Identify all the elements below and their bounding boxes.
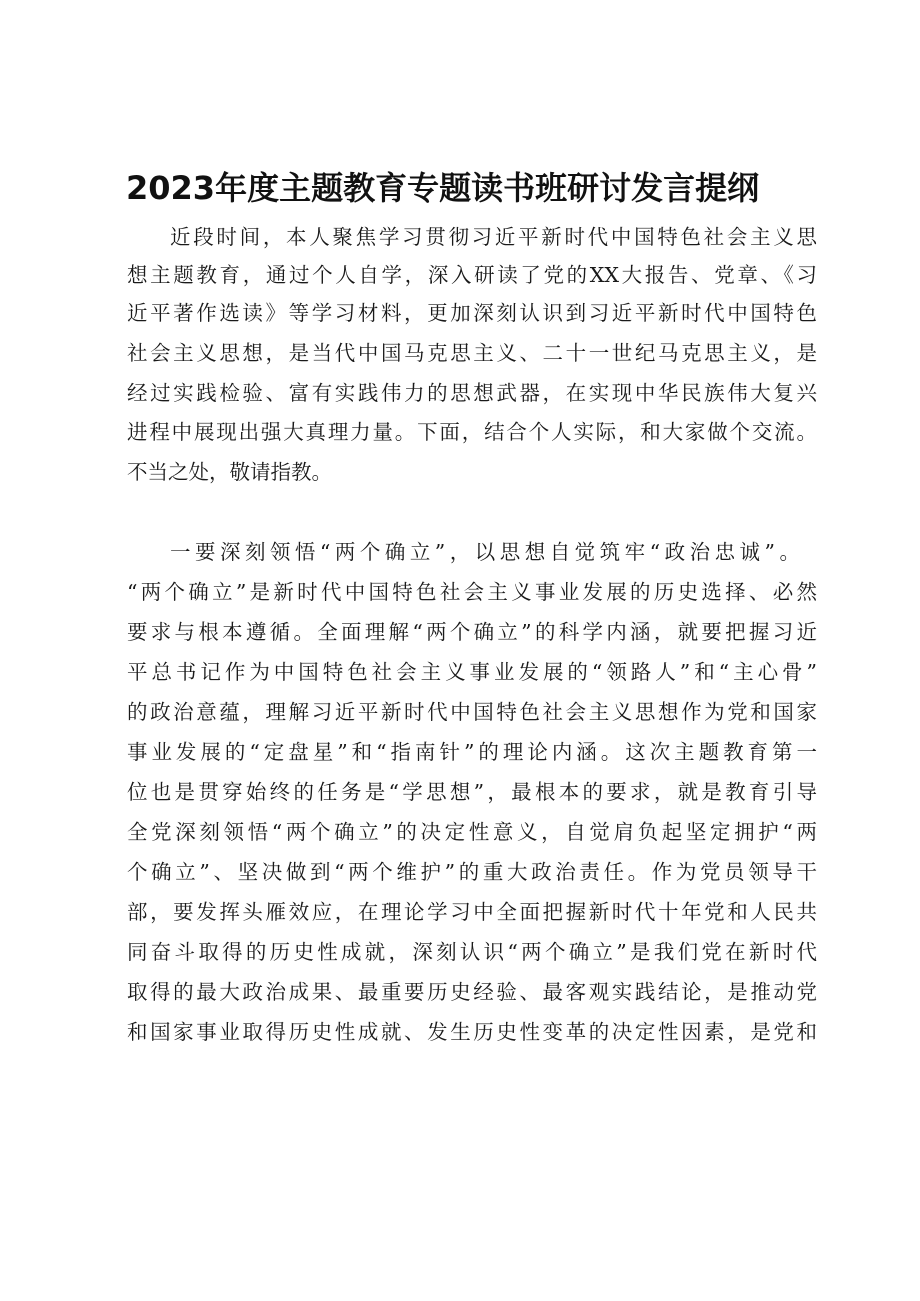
paragraph-line: 部，要发挥头雁效应，在理论学习中全面把握新时代十年党和人民共: [127, 900, 817, 924]
paragraph-line: 不当之处，敬请指教。: [127, 460, 332, 484]
paragraph-line: 事业发展的“定盘星”和“指南针”的理论内涵。这次主题教育第一: [127, 740, 817, 764]
paragraph-line: 进程中展现出强大真理力量。下面，结合个人实际，和大家做个交流。: [127, 420, 817, 444]
paragraph-line: 的政治意蕴，理解习近平新时代中国特色社会主义思想作为党和国家: [127, 700, 817, 724]
paragraph-line: 社会主义思想，是当代中国马克思主义、二十一世纪马克思主义，是: [127, 341, 817, 365]
paragraph-line: “两个确立”是新时代中国特色社会主义事业发展的历史选择、必然: [127, 580, 817, 604]
paragraph-line: 同奋斗取得的历史性成就，深刻认识“两个确立”是我们党在新时代: [127, 940, 817, 964]
paragraph-line: 位也是贯穿始终的任务是“学思想”，最根本的要求，就是教育引导: [127, 780, 817, 804]
section-heading-line: 一要深刻领悟“两个确立”，以思想自觉筑牢“政治忠诚”。: [170, 540, 800, 564]
paragraph-line: 和国家事业取得历史性成就、发生历史性变革的决定性因素，是党和: [127, 1020, 817, 1044]
paragraph-line: 要求与根本遵循。全面理解“两个确立”的科学内涵，就要把握习近: [127, 620, 817, 644]
paragraph-line: 全党深刻领悟“两个确立”的决定性意义，自觉肩负起坚定拥护“两: [127, 820, 817, 844]
paragraph-line: 近平著作选读》等学习材料，更加深刻认识到习近平新时代中国特色: [127, 301, 817, 325]
paragraph-line: 经过实践检验、富有实践伟力的思想武器，在实现中华民族伟大复兴: [127, 381, 817, 405]
document-title: 2023年度主题教育专题读书班研讨发言提纲: [126, 169, 760, 207]
paragraph-line: 近段时间，本人聚焦学习贯彻习近平新时代中国特色社会主义思: [170, 225, 817, 249]
paragraph-line: 平总书记作为中国特色社会主义事业发展的“领路人”和“主心骨”: [127, 660, 817, 684]
paragraph-line: 个确立”、坚决做到“两个维护”的重大政治责任。作为党员领导干: [127, 860, 817, 884]
paragraph-line: 取得的最大政治成果、最重要历史经验、最客观实践结论，是推动党: [127, 980, 817, 1004]
paragraph-line: 想主题教育，通过个人自学，深入研读了党的XX大报告、党章、《习: [127, 263, 817, 287]
